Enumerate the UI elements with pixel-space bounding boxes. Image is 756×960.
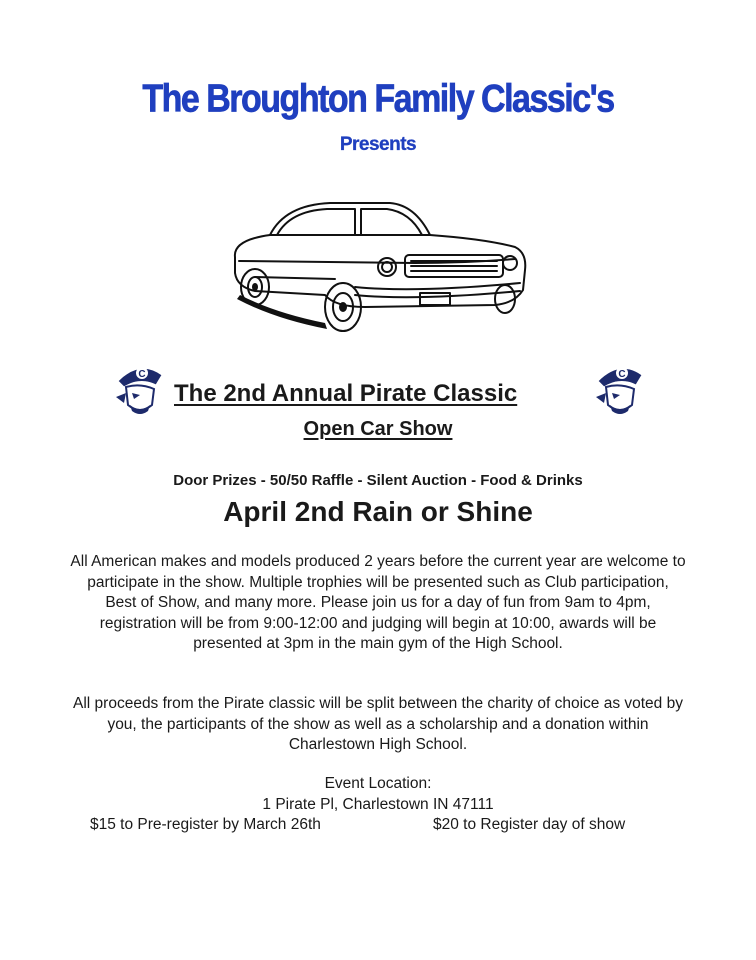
dayof-price: $20 to Register day of show — [433, 816, 626, 833]
event-date: April 2nd Rain or Shine — [223, 496, 533, 527]
preregister-price: $15 to Pre-register by March 26th — [90, 816, 321, 833]
classic-car-illustration — [215, 195, 535, 345]
svg-text:C: C — [138, 369, 146, 380]
flyer-title: The Broughton Family Classic's — [142, 77, 614, 121]
event-description: All American makes and models produced 2 years before the current year are welcome to participate in the show. Multiple trophies will be presented such as Club participation, Best of Show, and many more. Please join us for a day of fun from 9am to 4pm, registration will be from 9:00-12:00 and judging will begin at 10:00, awards will be presented at 3pm in the main gym of the High School. — [70, 553, 686, 653]
pirate-mascot-left-icon — [112, 361, 168, 417]
svg-text:C: C — [618, 369, 626, 380]
location-address: 1 Pirate Pl, Charlestown IN 47111 — [262, 796, 494, 813]
event-features: Door Prizes - 50/50 Raffle - Silent Auction - Food & Drinks — [173, 472, 583, 489]
event-subtitle: Open Car Show — [303, 418, 453, 440]
pirate-mascot-right-icon — [592, 361, 648, 417]
proceeds-description: All proceeds from the Pirate classic will be split between the charity of choice as voted by you, the participants of the show as well as a scholarship and a donation within Charlestown High School. — [73, 695, 683, 754]
presents-text: Presents — [339, 134, 417, 155]
location-label: Event Location: — [324, 775, 432, 792]
event-title: The 2nd Annual Pirate Classic — [174, 380, 518, 407]
